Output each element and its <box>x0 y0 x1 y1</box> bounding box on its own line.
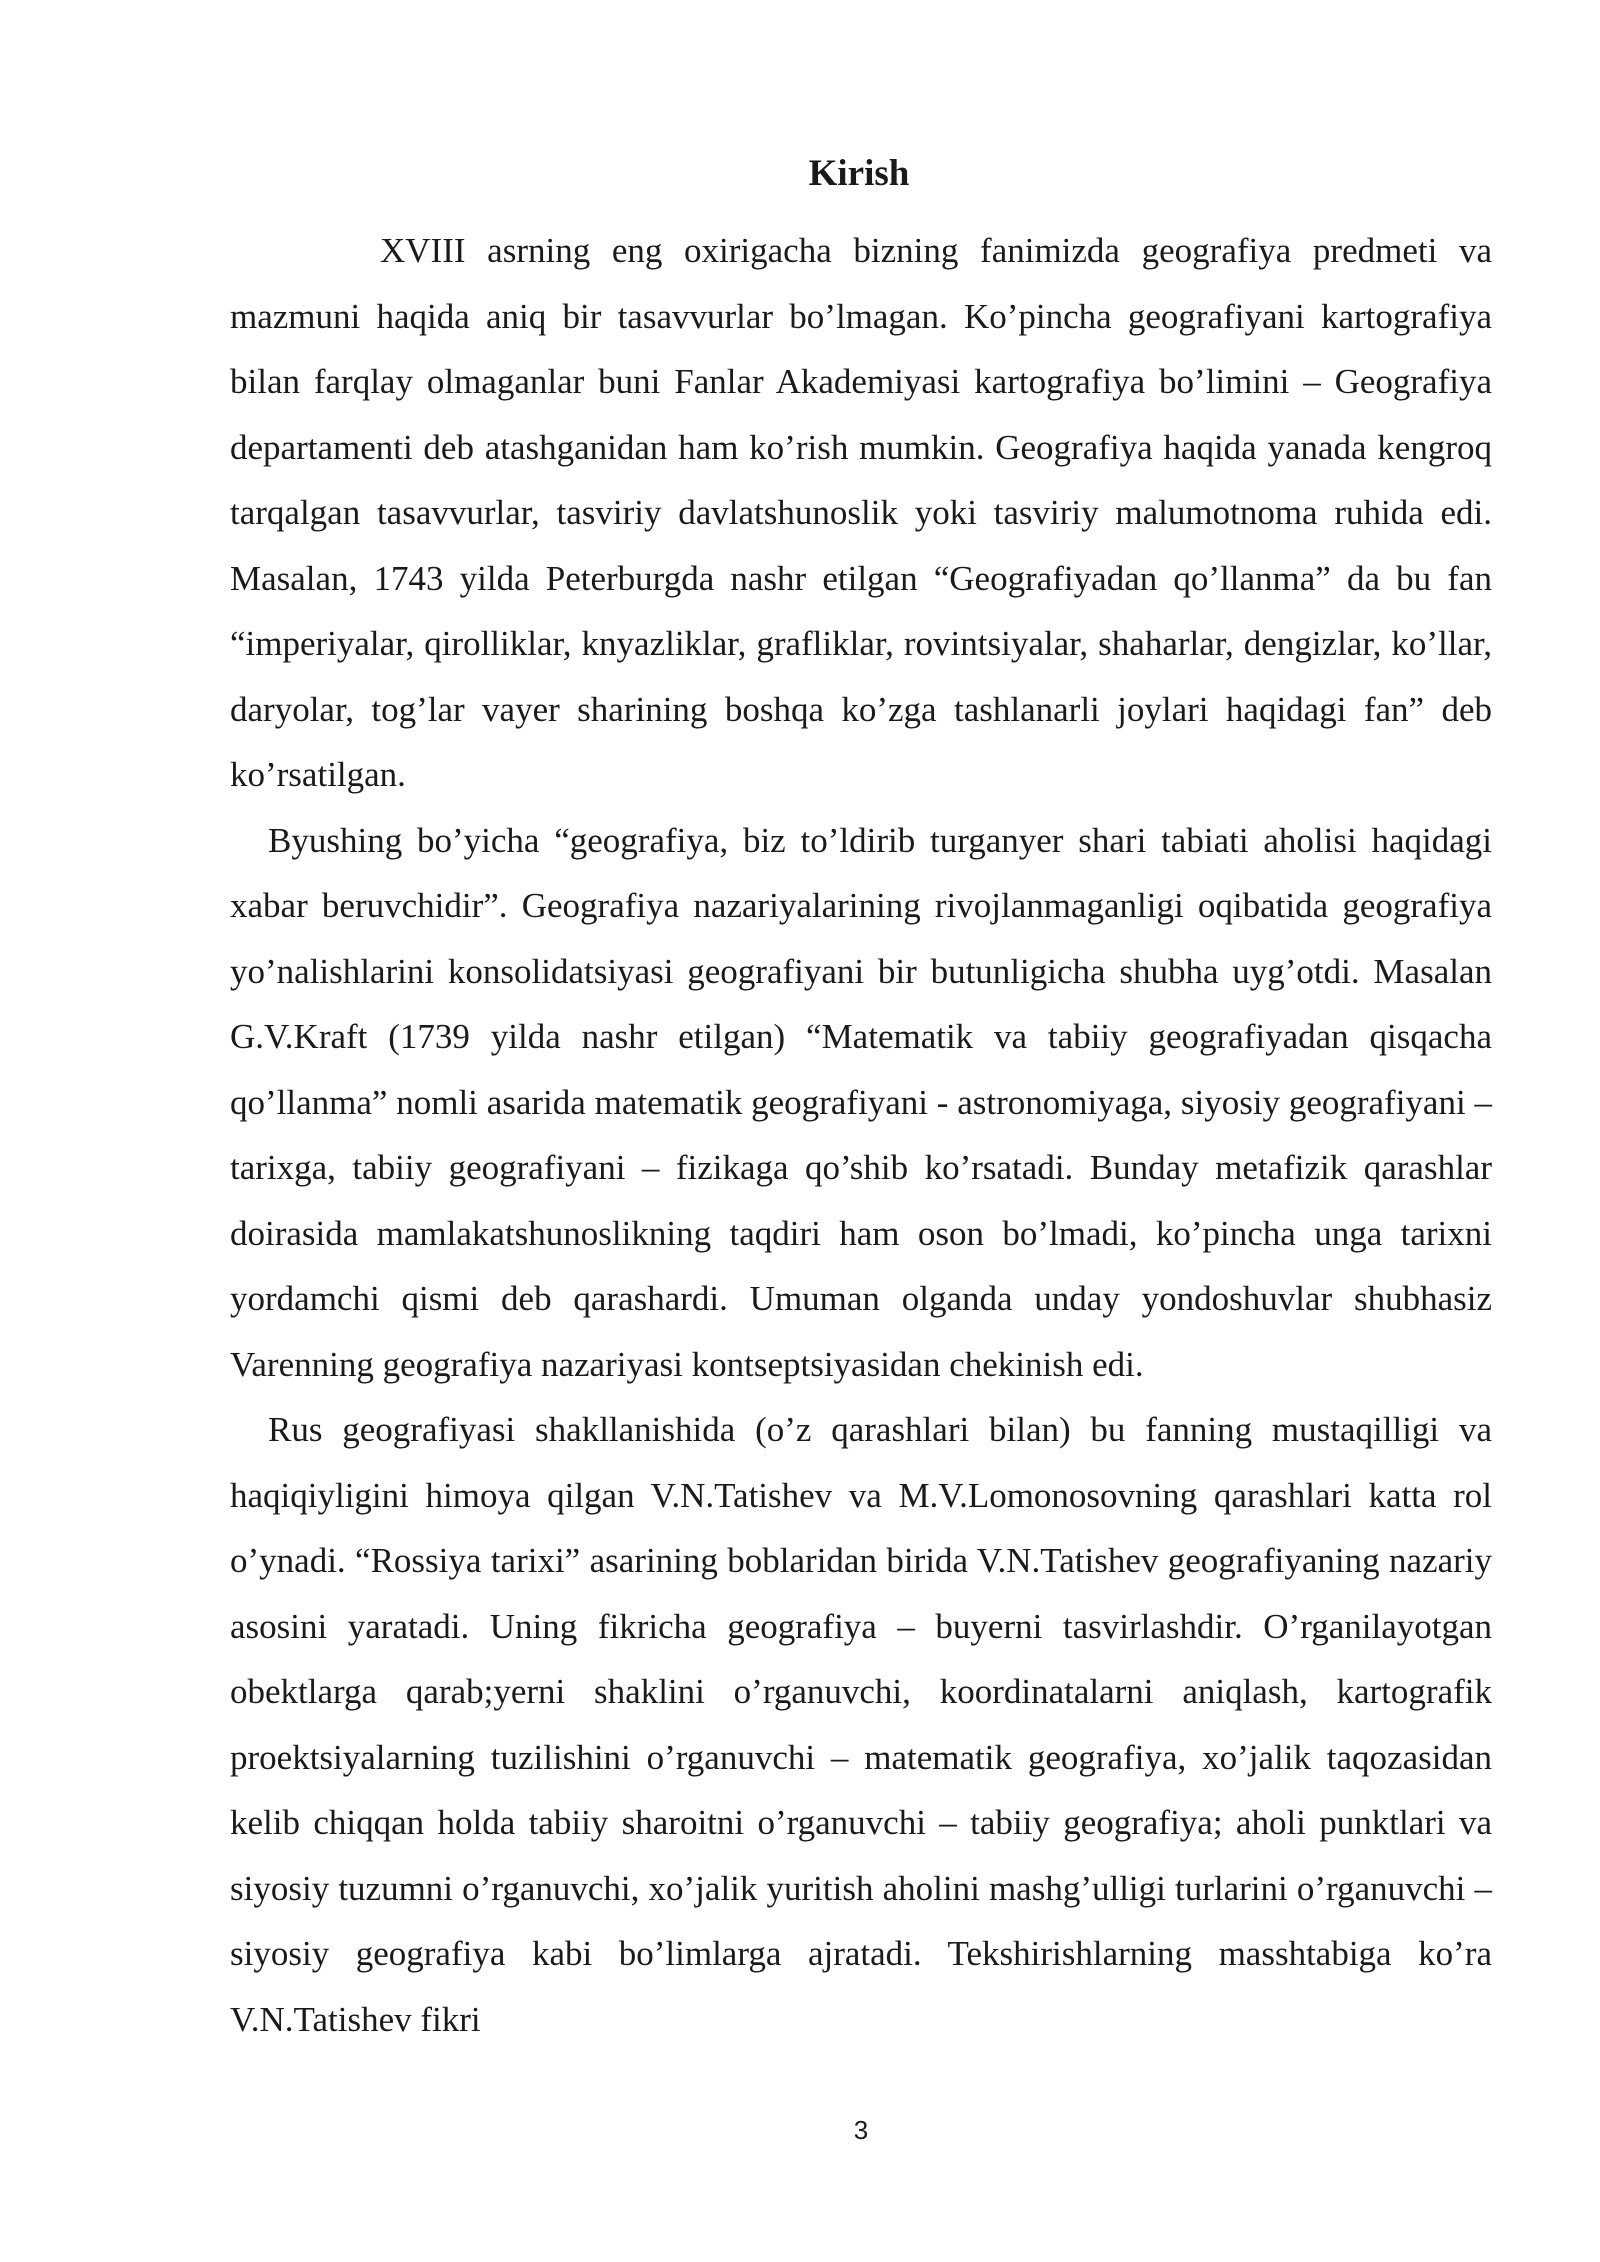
paragraph-2: Byushing bo’yicha “geografiya, biz to’ldirib turganyer shari tabiati aholisi haqidagi xabar beruvchidir”. Geografiya nazariyalarining rivojlanmaganligi oqibatida geografiya yo’nalishlarini konsolidatsiyasi geografiyani bir butunligicha shubha uyg’otdi. Masalan G.V.Kraft (1739 yilda nashr etilgan) “Matematik va tabiiy geografiyadan qisqacha qo’llanma” nomli asarida matematik geografiyani - astronomiyaga, siyosiy geografiyani – tarixga, tabiiy geografiyani – fizikaga qo’shib ko’rsatadi. Bunday metafizik qarashlar doirasida mamlakatshunoslikning taqdiri ham oson bo’lmadi, ko’pincha unga tarixni yordamchi qismi deb qarashardi. Umuman olganda unday yondoshuvlar shubhasiz Varenning geografiya nazariyasi kontseptsiyasidan chekinish edi. <box>230 820 1492 1384</box>
paragraph-3: Rus geografiyasi shakllanishida (o’z qarashlari bilan) bu fanning mustaqilligi va haqiqiyligini himoya qilgan V.N.Tatishev va M.V.Lomonosovning qarashlari katta rol o’ynadi. “Rossiya tarixi” asarining boblaridan birida V.N.Tatishev geografiyaning nazariy asosini yaratadi. Uning fikricha geografiya – buyerni tasvirlashdir. O’rganilayotgan obektlarga qarab;yerni shaklini o’rganuvchi, koordinatalarni aniqlash, kartografik proektsiyalarning tuzilishini o’rganuvchi – matematik geografiya, xo’jalik taqozasidan kelib chiqqan holda tabiiy sharoitni o’rganuvchi – tabiiy geografiya; aholi punktlari va siyosiy tuzumni o’rganuvchi, xo’jalik yuritish aholini mashg’ulligi turlarini o’rganuvchi – siyosiy geografiya kabi bo’limlarga ajratadi. Tekshirishlarning masshtabiga ko’ra V.N.Tatishev fikri <box>230 1410 1492 2039</box>
page-number: 3 <box>853 2115 869 2145</box>
body-text <box>230 218 1492 2052</box>
page-title: Kirish <box>808 153 910 194</box>
paragraph-1: XVIII asrning eng oxirigacha bizning fanimizda geografiya predmeti va mazmuni haqida aniq bir tasavvurlar bo’lmagan. Ko’pincha geografiyani kartografiya bilan farqlay olmaganlar buni Fanlar Akademiyasi kartografiya bo’limini – Geografiya departamenti deb atashganidan ham ko’rish mumkin. Geografiya haqida yanada kengroq tarqalgan tasavvurlar, tasviriy davlatshunoslik yoki tasviriy malumotnoma ruhida edi. Masalan, 1743 yilda Peterburgda nashr etilgan “Geografiyadan qo’llanma” da bu fan “imperiyalar, qirolliklar, knyazliklar, grafliklar, rovintsiyalar, shaharlar, dengizlar, ko’llar, daryolar, tog’lar vayer sharining boshqa ko’zga tashlanarli joylari haqidagi fan” deb ko’rsatilgan. <box>230 231 1492 794</box>
